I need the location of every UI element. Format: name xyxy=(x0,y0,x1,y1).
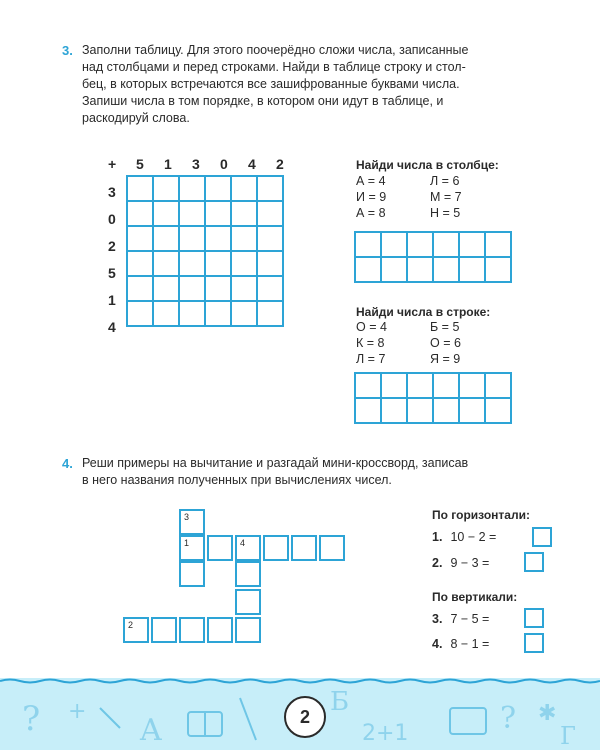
column-header: 3 xyxy=(192,156,200,172)
answer-cell[interactable] xyxy=(381,398,407,423)
column-clue-title: Найди числа в столбце: xyxy=(356,158,499,172)
crossword-cell[interactable] xyxy=(235,561,261,587)
sum-icon: 2+1 xyxy=(362,721,409,746)
answer-cell[interactable] xyxy=(485,373,511,398)
crossword-cell[interactable] xyxy=(123,617,149,643)
answer-box[interactable] xyxy=(532,527,552,547)
addition-table-grid[interactable] xyxy=(126,175,284,327)
task-3-line: над столбцами и перед строками. Найди в таблице строку и стол- xyxy=(82,60,466,74)
column-header: 2 xyxy=(276,156,284,172)
row-clue-item: О = 6 xyxy=(430,336,461,350)
table-cell[interactable] xyxy=(153,276,179,301)
column-clue-item: И = 9 xyxy=(356,190,387,204)
table-cell[interactable] xyxy=(257,201,283,226)
table-cell[interactable] xyxy=(257,276,283,301)
crossword-cell[interactable] xyxy=(179,509,205,535)
table-cell[interactable] xyxy=(127,301,153,326)
vertical-title: По вертикали: xyxy=(432,590,518,604)
table-cell[interactable] xyxy=(231,226,257,251)
crossword-cell[interactable] xyxy=(235,535,261,561)
letter-a-icon: A xyxy=(140,713,162,748)
table-cell[interactable] xyxy=(257,251,283,276)
crossword-cell[interactable] xyxy=(263,535,289,561)
book-icon xyxy=(450,708,486,734)
column-clue-item: А = 4 xyxy=(356,174,386,188)
example-expression: 10 − 2 = xyxy=(450,530,497,544)
crossword-cell[interactable] xyxy=(291,535,317,561)
table-cell[interactable] xyxy=(179,301,205,326)
table-cell[interactable] xyxy=(153,176,179,201)
table-cell[interactable] xyxy=(205,251,231,276)
answer-cell[interactable] xyxy=(407,398,433,423)
answer-cell[interactable] xyxy=(355,232,381,257)
crossword-cell[interactable] xyxy=(319,535,345,561)
vertical-example-4 xyxy=(432,637,489,651)
answer-cell[interactable] xyxy=(433,398,459,423)
answer-cell[interactable] xyxy=(407,232,433,257)
table-cell[interactable] xyxy=(127,201,153,226)
answer-cell[interactable] xyxy=(485,398,511,423)
table-cell[interactable] xyxy=(153,226,179,251)
example-expression: 8 − 1 = xyxy=(450,637,490,651)
stroke-mark-icon xyxy=(100,708,120,728)
table-cell[interactable] xyxy=(153,251,179,276)
horizontal-example-2 xyxy=(432,556,489,570)
answer-box[interactable] xyxy=(524,608,544,628)
pencil-icon xyxy=(240,698,256,740)
letter-b-icon: Б xyxy=(330,687,350,717)
column-header: 0 xyxy=(220,156,228,172)
answer-cell[interactable] xyxy=(355,257,381,282)
table-cell[interactable] xyxy=(257,226,283,251)
task-4-line: Реши примеры на вычитание и разгадай мини-кроссворд, записав xyxy=(82,456,469,470)
answer-cell[interactable] xyxy=(381,257,407,282)
column-clue-item: М = 7 xyxy=(430,190,462,204)
table-cell[interactable] xyxy=(231,201,257,226)
table-cell[interactable] xyxy=(205,176,231,201)
column-header: 5 xyxy=(136,156,144,172)
row-clue-item: Я = 9 xyxy=(430,352,461,366)
table-cell[interactable] xyxy=(179,251,205,276)
table-cell[interactable] xyxy=(205,226,231,251)
row-clue-title: Найди числа в строке: xyxy=(356,305,491,319)
answer-cell[interactable] xyxy=(485,232,511,257)
task-4-line: в него названия полученных при вычислениях чисел. xyxy=(82,473,392,487)
row-header: 0 xyxy=(108,211,116,227)
task-3-text xyxy=(82,42,560,127)
answer-cell[interactable] xyxy=(381,373,407,398)
answer-cell[interactable] xyxy=(407,373,433,398)
row-header: 4 xyxy=(108,319,116,335)
table-cell[interactable] xyxy=(231,251,257,276)
example-number: 3. xyxy=(432,612,443,626)
crossword-cell[interactable] xyxy=(235,617,261,643)
answer-cell[interactable] xyxy=(381,232,407,257)
table-cell[interactable] xyxy=(231,301,257,326)
column-answer-grid[interactable] xyxy=(354,231,512,283)
page-number: 2 xyxy=(284,696,326,738)
crossword-number: 4 xyxy=(240,538,246,548)
table-cell[interactable] xyxy=(257,301,283,326)
crossword-cell[interactable] xyxy=(207,535,233,561)
plus-icon: + xyxy=(68,699,87,724)
question-mark-icon: ? xyxy=(500,701,517,736)
table-cell[interactable] xyxy=(257,176,283,201)
row-clue-item: О = 4 xyxy=(356,320,387,334)
row-header: 1 xyxy=(108,292,116,308)
crossword-cell[interactable] xyxy=(207,617,233,643)
letter-g-icon: Г xyxy=(560,722,576,750)
table-cell[interactable] xyxy=(153,301,179,326)
task-3-number: 3. xyxy=(62,43,73,58)
task-3-line: Заполни таблицу. Для этого поочерёдно сложи числа, записанные xyxy=(82,43,469,57)
answer-cell[interactable] xyxy=(485,257,511,282)
crossword-cell[interactable] xyxy=(235,589,261,615)
column-header: 1 xyxy=(164,156,172,172)
answer-cell[interactable] xyxy=(407,257,433,282)
column-clue-item: А = 8 xyxy=(356,206,386,220)
question-mark-icon: ? xyxy=(22,699,41,739)
answer-cell[interactable] xyxy=(355,373,381,398)
task-4-text xyxy=(82,455,560,489)
crossword-cell[interactable] xyxy=(179,561,205,587)
example-number: 4. xyxy=(432,637,443,651)
table-cell[interactable] xyxy=(127,276,153,301)
answer-cell[interactable] xyxy=(459,232,485,257)
row-clue-item: К = 8 xyxy=(356,336,385,350)
table-cell[interactable] xyxy=(231,176,257,201)
answer-box[interactable] xyxy=(524,552,544,572)
crossword-number: 3 xyxy=(184,512,190,522)
task-3-line: бец, в которых встречаются все зашифрованные буквами числа. xyxy=(82,77,460,91)
answer-cell[interactable] xyxy=(459,257,485,282)
answer-cell[interactable] xyxy=(459,373,485,398)
crossword-cell[interactable] xyxy=(151,617,177,643)
answer-box[interactable] xyxy=(524,633,544,653)
row-clue-item: Б = 5 xyxy=(430,320,460,334)
row-header: 2 xyxy=(108,238,116,254)
star-icon: ✱ xyxy=(538,701,557,726)
column-clue-item: Н = 5 xyxy=(430,206,461,220)
table-cell[interactable] xyxy=(179,276,205,301)
row-clue-item: Л = 7 xyxy=(356,352,386,366)
example-expression: 7 − 5 = xyxy=(450,612,490,626)
example-number: 2. xyxy=(432,556,443,570)
table-cell[interactable] xyxy=(127,176,153,201)
table-cell[interactable] xyxy=(179,176,205,201)
answer-cell[interactable] xyxy=(433,232,459,257)
table-cell[interactable] xyxy=(127,226,153,251)
answer-cell[interactable] xyxy=(459,398,485,423)
row-answer-grid[interactable] xyxy=(354,372,512,424)
crossword-number: 2 xyxy=(128,620,134,630)
answer-cell[interactable] xyxy=(433,257,459,282)
column-clue-item: Л = 6 xyxy=(430,174,460,188)
crossword-cell[interactable] xyxy=(179,535,205,561)
table-cell[interactable] xyxy=(205,301,231,326)
table-cell[interactable] xyxy=(179,201,205,226)
horizontal-title: По горизонтали: xyxy=(432,508,530,522)
table-corner-plus: + xyxy=(108,156,117,172)
example-expression: 9 − 3 = xyxy=(450,556,490,570)
horizontal-example-1 xyxy=(432,530,496,544)
row-header: 3 xyxy=(108,184,116,200)
row-header: 5 xyxy=(108,265,116,281)
column-header: 4 xyxy=(248,156,256,172)
table-cell[interactable] xyxy=(205,201,231,226)
answer-cell[interactable] xyxy=(355,398,381,423)
example-number: 1. xyxy=(432,530,443,544)
table-cell[interactable] xyxy=(127,251,153,276)
table-cell[interactable] xyxy=(153,201,179,226)
crossword-number: 1 xyxy=(184,538,190,548)
crossword-cell[interactable] xyxy=(179,617,205,643)
task-3-line: раскодируй слова. xyxy=(82,111,190,125)
task-4-number: 4. xyxy=(62,456,73,471)
vertical-example-3 xyxy=(432,612,489,626)
answer-cell[interactable] xyxy=(433,373,459,398)
table-cell[interactable] xyxy=(205,276,231,301)
task-3-line: Запиши числа в том порядке, в котором они идут в таблице, и xyxy=(82,94,444,108)
table-cell[interactable] xyxy=(231,276,257,301)
table-cell[interactable] xyxy=(179,226,205,251)
